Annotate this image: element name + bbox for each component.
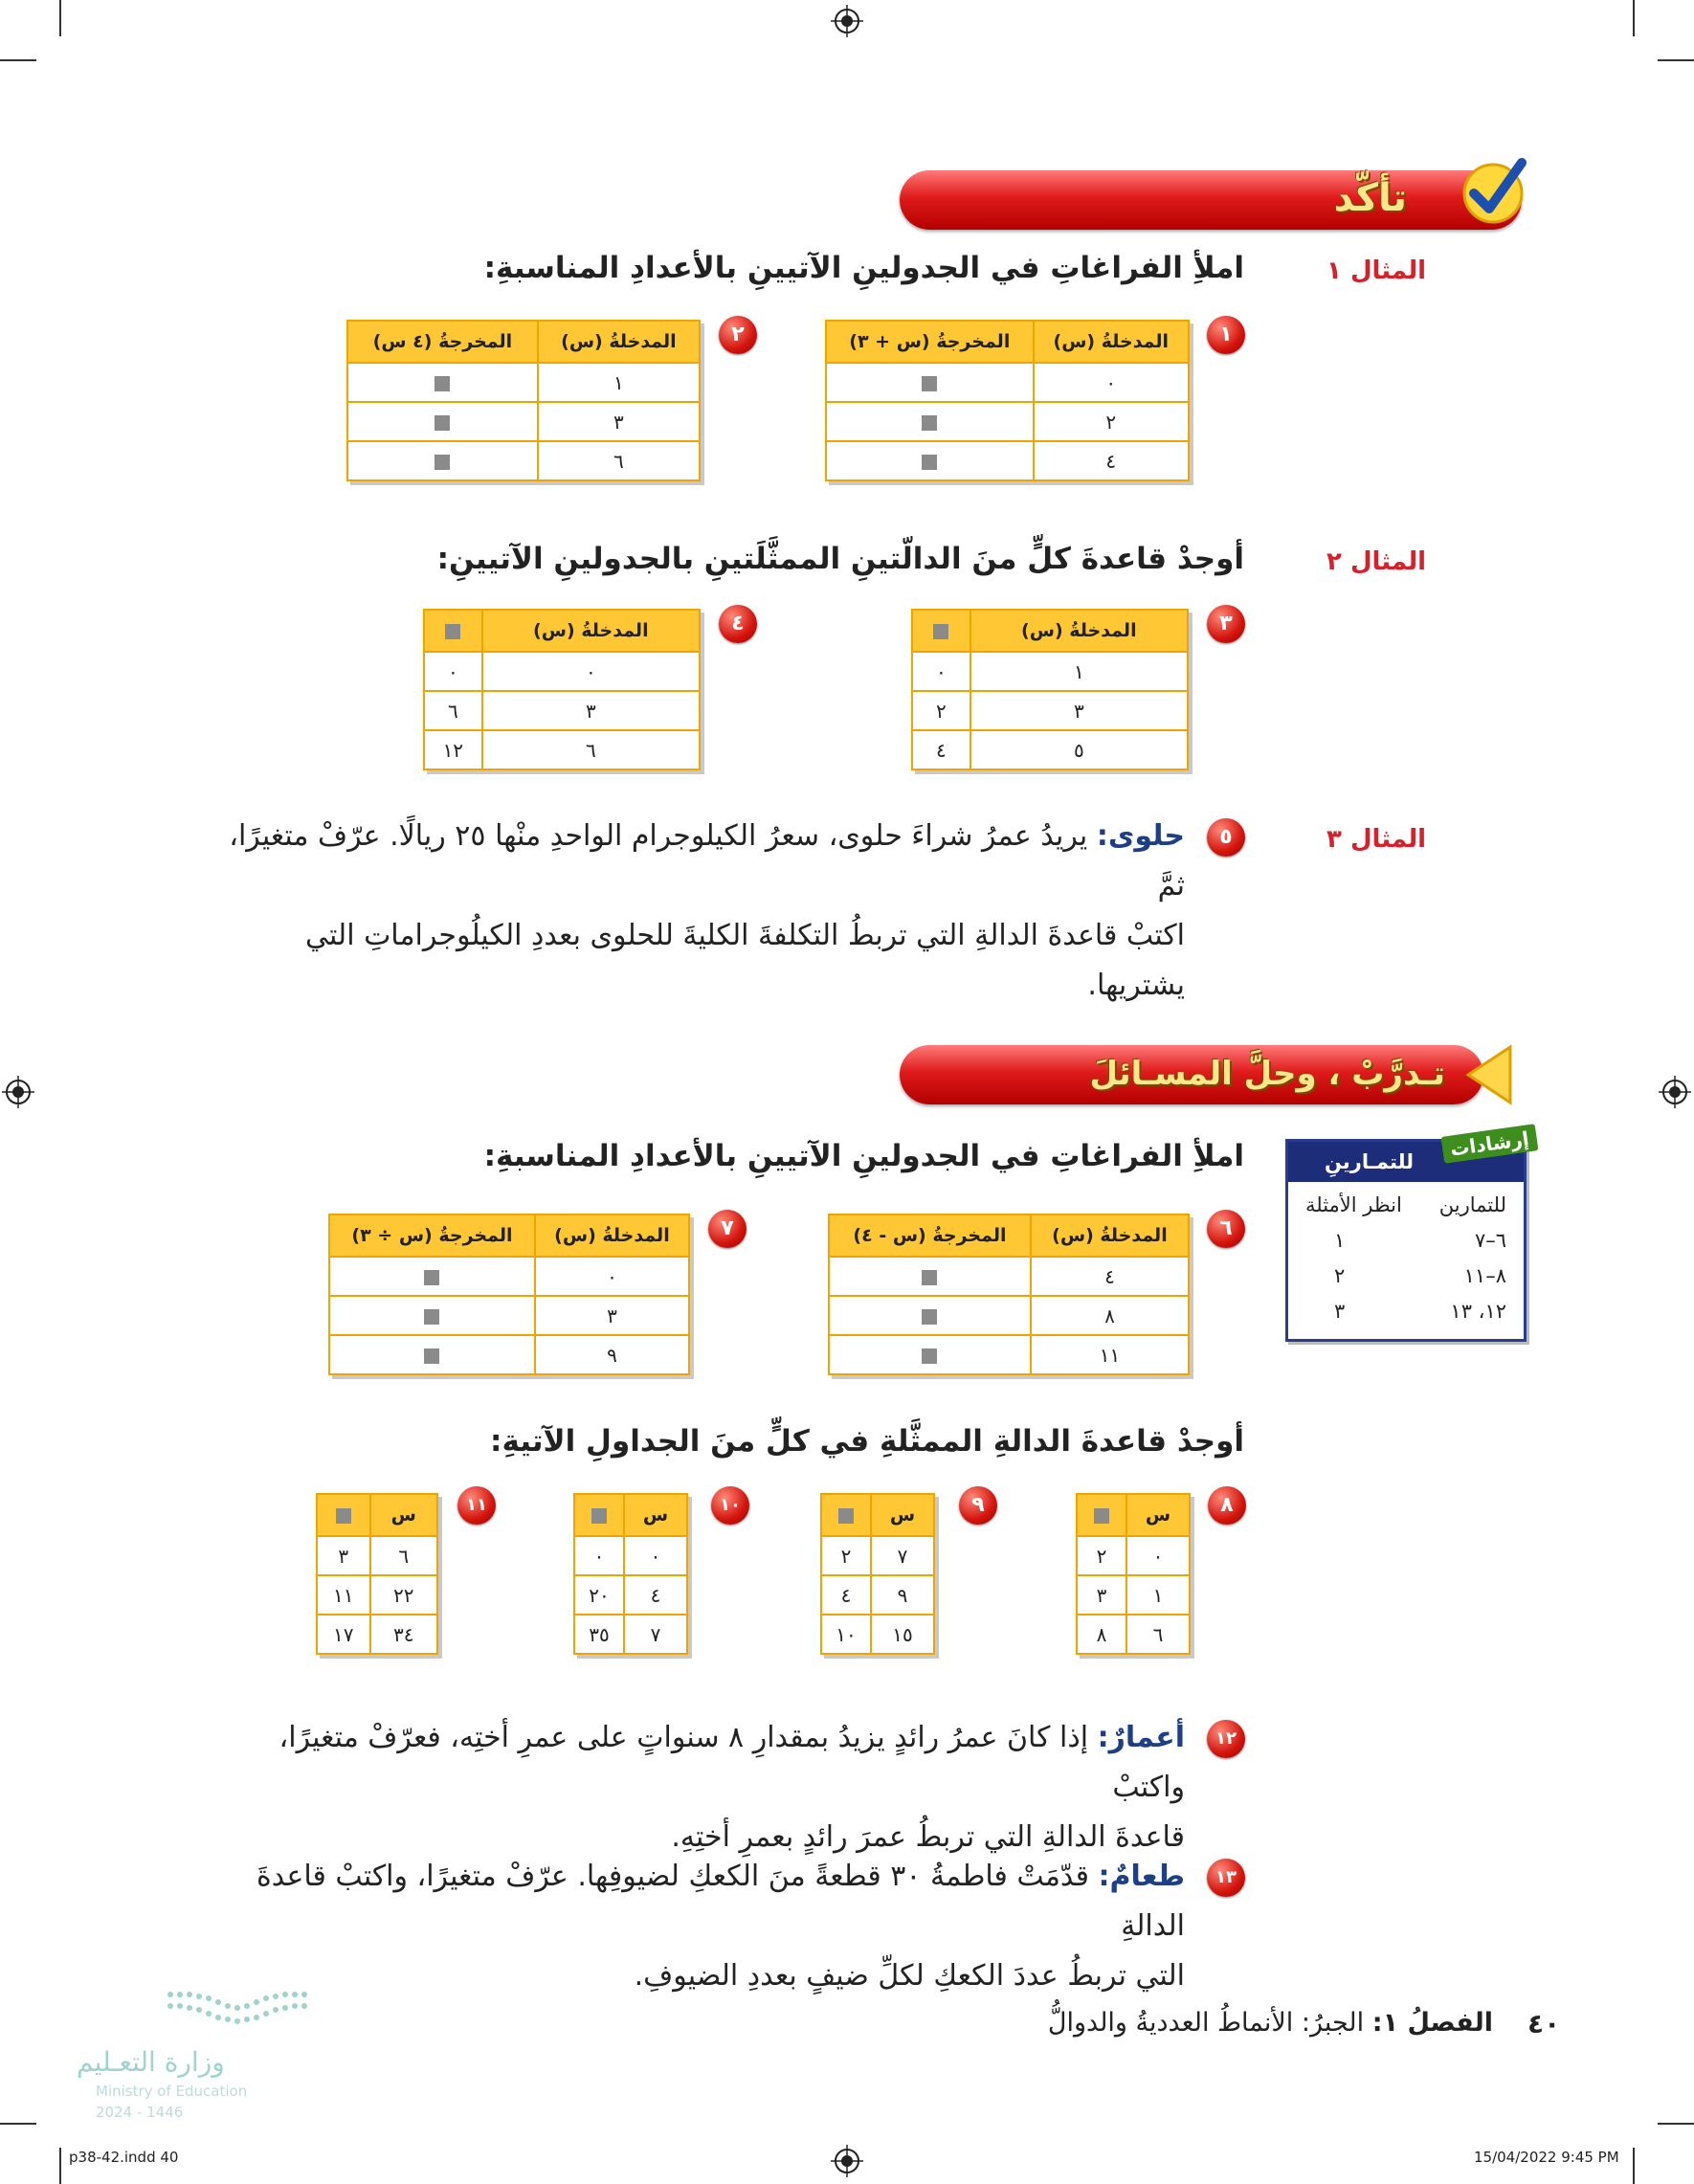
exercise-number: ١ <box>1207 316 1245 354</box>
blank-cell[interactable] <box>829 1257 1031 1296</box>
hints-row: ١٢، ١٣ ٣ <box>1334 1300 1506 1323</box>
table-cell: ١٠ <box>821 1615 871 1654</box>
exercise-number: ١٢ <box>1207 1720 1245 1758</box>
crop-mark <box>1658 59 1694 61</box>
exercise-number: ٤ <box>719 605 757 643</box>
table-cell: ٢ <box>1077 1536 1126 1575</box>
table-cell: ٧ <box>624 1615 687 1654</box>
blank-cell[interactable] <box>329 1296 535 1335</box>
checkmark-icon <box>1455 151 1531 228</box>
table-cell: ٢ <box>821 1536 871 1575</box>
exercise-number: ٨ <box>1208 1486 1246 1525</box>
rule-table-10 <box>573 1493 688 1655</box>
crop-mark <box>0 2123 36 2125</box>
registration-mark-icon <box>1659 1076 1691 1108</box>
instruction: أوجدْ قاعدةَ كلٍّ منَ الدالّتينِ الممثَّلَتينِ بالجدولينِ الآتيينِ: <box>436 542 1244 576</box>
exercise-number: ٣ <box>1207 605 1245 643</box>
blank-header[interactable] <box>1077 1494 1126 1536</box>
blank-header[interactable] <box>424 610 482 652</box>
chapter-label: الفصلُ ١: <box>1371 2008 1493 2038</box>
table-cell: ٦ <box>424 691 482 730</box>
table-cell: ٠ <box>482 652 700 691</box>
chapter-title: الجبرُ: الأنماطُ العدديةُ والدوالُّ <box>1047 2008 1365 2038</box>
table-cell: ٦ <box>482 730 700 769</box>
table-cell: ٣ <box>317 1536 370 1575</box>
table-cell: ٢ <box>912 691 970 730</box>
crop-mark <box>59 2148 61 2184</box>
io-table-1 <box>825 320 1190 481</box>
table-cell: ٨ <box>1031 1296 1189 1335</box>
table-cell: ٤ <box>624 1575 687 1615</box>
table-header: س <box>624 1494 687 1536</box>
blank-cell[interactable] <box>347 441 538 480</box>
table-cell: ٣ <box>482 691 700 730</box>
table-header: المدخلةُ (س) <box>970 610 1188 652</box>
table-cell: ٣٤ <box>370 1615 437 1654</box>
exercise-number: ١٣ <box>1207 1859 1245 1897</box>
hints-header <box>1288 1126 1531 1182</box>
registration-mark-icon <box>831 2145 863 2177</box>
table-cell: ٣ <box>1077 1575 1126 1615</box>
table-cell: ٠ <box>535 1257 689 1296</box>
rule-table-11 <box>316 1493 438 1655</box>
instruction: أوجدْ قاعدةَ الدالةِ الممثَّلةِ في كلٍّ منَ الجداولِ الآتيةِ: <box>490 1424 1244 1459</box>
io-table-7 <box>328 1214 690 1375</box>
chapter-footer <box>1048 2008 1493 2038</box>
table-cell: ١ <box>538 363 700 402</box>
exercise-number: ٦ <box>1207 1210 1245 1248</box>
problem-line: اكتبْ قاعدةَ الدالةِ التي تربطُ التكلفةَ الكليةَ للحلوى بعددِ الكيلُوجراماتِ التي يشتريها. <box>305 919 1185 1002</box>
table-header: س <box>871 1494 934 1536</box>
example-label: المثال ٢ <box>1326 547 1426 576</box>
table-cell: ٤ <box>821 1575 871 1615</box>
blank-header[interactable] <box>821 1494 871 1536</box>
table-cell: ٩ <box>535 1335 689 1374</box>
section-banner-check <box>900 170 1522 230</box>
ministry-logo-icon <box>161 1985 314 2042</box>
table-header: المخرجةُ (س ÷ ٣) <box>329 1215 535 1257</box>
file-slug: p38-42.indd 40 <box>69 2149 179 2166</box>
table-cell: ٢٢ <box>370 1575 437 1615</box>
example-label: المثال ١ <box>1326 256 1426 285</box>
table-cell: ١ <box>970 652 1188 691</box>
table-cell: ١١ <box>317 1575 370 1615</box>
table-cell: ٩ <box>871 1575 934 1615</box>
section-title: تأكّد <box>1333 176 1407 220</box>
crop-mark <box>59 0 61 36</box>
page-number: ٤٠ <box>1527 2008 1561 2039</box>
rule-table-3 <box>911 609 1189 770</box>
table-cell: ٠ <box>424 652 482 691</box>
blank-header[interactable] <box>317 1494 370 1536</box>
table-header: المدخلةُ (س) <box>538 321 700 363</box>
table-cell: ٣ <box>538 402 700 441</box>
section-banner-practice <box>900 1045 1483 1104</box>
word-problem-5 <box>218 812 1185 1011</box>
table-header: المخرجةُ (س - ٤) <box>829 1215 1031 1257</box>
hints-column-headers: للتمارين انظر الأمثلة <box>1305 1193 1506 1216</box>
table-cell: ٠ <box>624 1536 687 1575</box>
table-cell: ٠ <box>574 1536 624 1575</box>
hints-tag: إرشادات <box>1441 1124 1539 1163</box>
crop-mark <box>1633 2148 1635 2184</box>
table-cell: ٢ <box>1034 402 1189 441</box>
exercise-number: ١١ <box>457 1486 496 1525</box>
table-cell: ٦ <box>1126 1615 1190 1654</box>
io-table-2 <box>346 320 701 481</box>
exercise-number: ٥ <box>1207 818 1245 857</box>
word-problem-13 <box>218 1852 1185 2001</box>
rule-table-4 <box>423 609 701 770</box>
triangle-arrow-icon <box>1464 1043 1512 1106</box>
date-slug: 15/04/2022 9:45 PM <box>1474 2149 1619 2166</box>
io-table-6 <box>828 1214 1190 1375</box>
hints-box <box>1285 1126 1531 1342</box>
blank-cell[interactable] <box>826 441 1034 480</box>
ministry-name-ar: وزارة التعـليم <box>77 2046 225 2078</box>
table-cell: ٠ <box>1126 1536 1190 1575</box>
hints-row: ٦–٧ ١ <box>1334 1229 1506 1252</box>
crop-mark <box>0 59 36 61</box>
example-label: المثال ٣ <box>1326 825 1426 854</box>
table-header: المدخلةُ (س) <box>1031 1215 1189 1257</box>
instruction: املأِ الفراغاتِ في الجدولينِ الآتيينِ بالأعدادِ المناسبةِ: <box>483 251 1244 285</box>
registration-mark-icon <box>831 5 863 37</box>
word-problem-12 <box>228 1713 1185 1862</box>
table-cell: ٠ <box>1034 363 1189 402</box>
exercise-number: ٩ <box>959 1486 997 1525</box>
blank-cell[interactable] <box>826 363 1034 402</box>
table-header: س <box>370 1494 437 1536</box>
rule-table-9 <box>820 1493 935 1655</box>
problem-keyword: طعامٌ: <box>1098 1860 1185 1893</box>
blank-cell[interactable] <box>347 402 538 441</box>
crop-mark <box>1633 0 1635 36</box>
table-header: المدخلةُ (س) <box>482 610 700 652</box>
exercise-number: ٢ <box>719 316 757 354</box>
table-cell: ٦ <box>370 1536 437 1575</box>
blank-cell[interactable] <box>329 1257 535 1296</box>
table-cell: ٤ <box>1034 441 1189 480</box>
crop-mark <box>1658 2123 1694 2125</box>
ministry-name-en: Ministry of Education <box>96 2083 248 2100</box>
exercise-number: ١٠ <box>711 1486 749 1525</box>
blank-cell[interactable] <box>829 1296 1031 1335</box>
table-cell: ٧ <box>871 1536 934 1575</box>
ministry-year: 2024 - 1446 <box>96 2104 184 2121</box>
problem-line: أعمارٌ: إذا كانَ عمرُ رائدٍ يزيدُ بمقدارِ ٨ سنواتٍ على عمرِ أختِه، فعرّفْ متغيرًا، واكتبْ <box>279 1721 1185 1804</box>
table-cell: ٦ <box>538 441 700 480</box>
blank-cell[interactable] <box>347 363 538 402</box>
problem-line: التي تربطُ عددَ الكعكِ لكلِّ ضيفٍ بعددِ الضيوفِ. <box>634 1959 1185 1993</box>
table-cell: ١١ <box>1031 1335 1189 1374</box>
table-cell: ٠ <box>912 652 970 691</box>
table-cell: ١٢ <box>424 730 482 769</box>
problem-line: طعامٌ: قدّمَتْ فاطمةُ ٣٠ قطعةً منَ الكعكِ لضيوفِها. عرّفْ متغيرًا، واكتبْ قاعدةَ الدالةِ <box>256 1860 1185 1943</box>
table-header: المدخلةُ (س) <box>1034 321 1189 363</box>
table-cell: ١٧ <box>317 1615 370 1654</box>
problem-keyword: حلوى: <box>1096 819 1185 853</box>
table-cell: ٣ <box>970 691 1188 730</box>
table-header: س <box>1126 1494 1190 1536</box>
blank-header[interactable] <box>574 1494 624 1536</box>
table-cell: ٣٥ <box>574 1615 624 1654</box>
blank-header[interactable] <box>912 610 970 652</box>
blank-cell[interactable] <box>826 402 1034 441</box>
table-cell: ٤ <box>912 730 970 769</box>
instruction: املأِ الفراغاتِ في الجدولينِ الآتيينِ بالأعدادِ المناسبةِ: <box>483 1139 1244 1173</box>
table-cell: ٤ <box>1031 1257 1189 1296</box>
problem-line: قاعدةَ الدالةِ التي تربطُ عمرَ رائدٍ بعمرِ أختِهِ. <box>671 1820 1185 1854</box>
rule-table-8 <box>1076 1493 1191 1655</box>
table-header: المدخلةُ (س) <box>535 1215 689 1257</box>
table-header: المخرجةُ (س + ٣) <box>826 321 1034 363</box>
table-header: المخرجةُ (٤ س) <box>347 321 538 363</box>
problem-keyword: أعمارٌ: <box>1097 1721 1185 1754</box>
table-cell: ٨ <box>1077 1615 1126 1654</box>
blank-cell[interactable] <box>329 1335 535 1374</box>
table-cell: ٣ <box>535 1296 689 1335</box>
table-cell: ٢٠ <box>574 1575 624 1615</box>
problem-line: حلوى: يريدُ عمرُ شراءَ حلوى، سعرُ الكيلوجرام الواحدِ منْها ٢٥ ريالًا. عرّفْ متغيرًا، ثمَّ <box>229 819 1185 903</box>
exercise-number: ٧ <box>708 1210 747 1248</box>
table-cell: ١ <box>1126 1575 1190 1615</box>
blank-cell[interactable] <box>829 1335 1031 1374</box>
hints-title: للتمـارينِ <box>1325 1150 1415 1173</box>
table-cell: ٥ <box>970 730 1188 769</box>
section-title: تـدرَّبْ ، وحلَّ المسـائلَ <box>1089 1055 1445 1093</box>
registration-mark-icon <box>2 1076 34 1108</box>
table-cell: ١٥ <box>871 1615 934 1654</box>
hints-row: ٨–١١ ٢ <box>1334 1264 1506 1287</box>
